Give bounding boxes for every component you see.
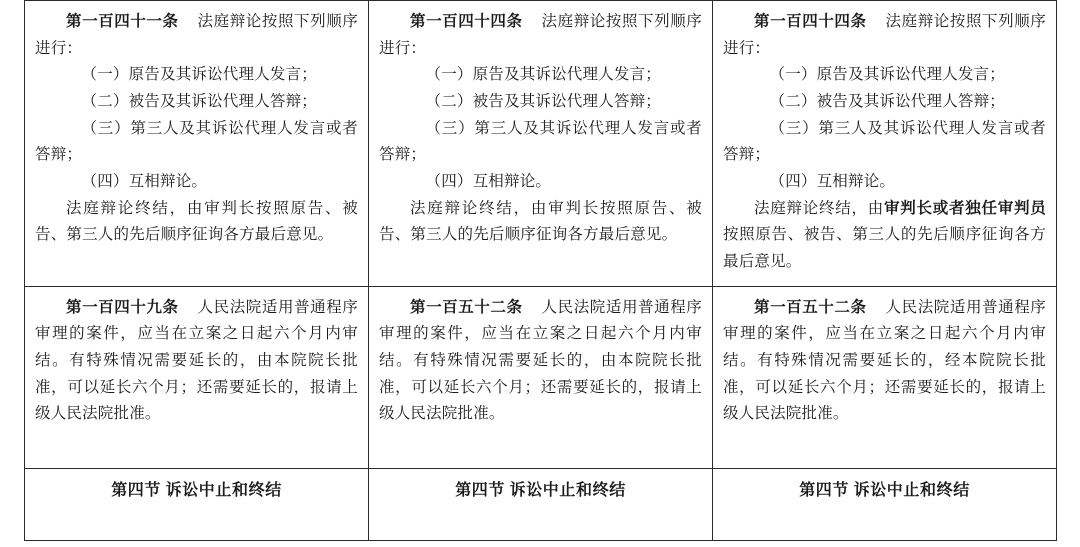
- procedure-article-number-col1: 第一百四十九条: [66, 298, 179, 316]
- article-number-col3: 第一百四十四条: [754, 13, 867, 30]
- article-item-col1-3: （三）第三人及其诉讼代理人发言或者答辩；: [35, 119, 358, 164]
- article-lead-text-col3: 法庭辩论按照下列顺序进行：: [723, 13, 1046, 57]
- table-cell-procedure-col3: [713, 286, 1057, 468]
- table-cell-article-col1: [25, 1, 369, 287]
- article-closing-bold-col3: 审判长或者独任审判员: [884, 199, 1046, 217]
- article-item-col3-3: （三）第三人及其诉讼代理人发言或者答辩；: [723, 119, 1046, 164]
- article-closing-col2: [379, 196, 702, 249]
- procedure-text-col1: 人民法院适用普通程序审理的案件，应当在立案之日起六个月内审结。有特殊情况需要延长的，由本院院长批准，可以延长六个月；还需要延长的，报请上级人民法院批准。: [35, 298, 358, 423]
- article-number-col1: 第一百四十一条: [66, 13, 179, 30]
- table-row-section: [25, 468, 1057, 540]
- article-closing-prefix-col2: 法庭辩论终结，由审判长按照原告、被告、第三人的先后顺序征询各方最后意见。: [379, 199, 702, 244]
- procedure-paragraph-col2: [379, 295, 702, 428]
- section-title-col3: 第四节 诉讼中止和终结: [799, 481, 970, 499]
- table-row-articles: [25, 1, 1057, 287]
- article-item-col2-3: （三）第三人及其诉讼代理人发言或者答辩；: [379, 119, 702, 164]
- table-row-procedure: [25, 286, 1057, 468]
- procedure-paragraph-col3: [723, 295, 1046, 428]
- table-cell-section-col1: [25, 468, 369, 540]
- article-lead-col2: [379, 9, 702, 62]
- procedure-text-col3: 人民法院适用普通程序审理的案件，应当在立案之日起六个月内审结。有特殊情况需要延长的，经本院院长批准，可以延长六个月；还需要延长的，报请上级人民法院批准。: [723, 298, 1046, 423]
- article-item-col3-2: （二）被告及其诉讼代理人答辩；: [769, 92, 1006, 110]
- comparison-table: [24, 0, 1057, 541]
- table-cell-section-col2: [369, 468, 713, 540]
- article-lead-text-col1: 法庭辩论按照下列顺序进行：: [35, 13, 358, 57]
- table-cell-procedure-col2: [369, 286, 713, 468]
- procedure-article-number-col3: 第一百五十二条: [754, 298, 867, 316]
- article-lead-col3: [723, 9, 1046, 62]
- table-cell-article-col2: [369, 1, 713, 287]
- table-cell-procedure-col1: [25, 286, 369, 468]
- article-item-col3-4: （四）互相辩论。: [769, 172, 896, 190]
- article-closing-prefix-col3: 法庭辩论终结，由: [754, 199, 885, 217]
- article-lead-text-col2: 法庭辩论按照下列顺序进行：: [379, 13, 702, 57]
- article-item-col2-2: （二）被告及其诉讼代理人答辩；: [425, 92, 662, 110]
- article-item-col1-1: （一）原告及其诉讼代理人发言；: [81, 66, 318, 84]
- article-item-col2-4: （四）互相辩论。: [425, 172, 552, 190]
- table-cell-article-col3: [713, 1, 1057, 287]
- article-closing-suffix-col3: 按照原告、被告、第三人的先后顺序征询各方最后意见。: [723, 226, 1046, 270]
- article-item-col3-1: （一）原告及其诉讼代理人发言；: [769, 66, 1006, 84]
- article-item-col1-4: （四）互相辩论。: [81, 172, 208, 190]
- section-title-col1: 第四节 诉讼中止和终结: [111, 481, 282, 499]
- article-closing-col3: [723, 196, 1046, 276]
- article-closing-prefix-col1: 法庭辩论终结，由审判长按照原告、被告、第三人的先后顺序征询各方最后意见。: [35, 199, 358, 244]
- article-number-col2: 第一百四十四条: [410, 13, 523, 30]
- article-lead-col1: [35, 9, 358, 62]
- article-item-col2-1: （一）原告及其诉讼代理人发言；: [425, 66, 662, 84]
- procedure-paragraph-col1: [35, 295, 358, 428]
- procedure-text-col2: 人民法院适用普通程序审理的案件，应当在立案之日起六个月内审结。有特殊情况需要延长的，由本院院长批准，可以延长六个月；还需要延长的，报请上级人民法院批准。: [379, 298, 702, 423]
- table-cell-section-col3: [713, 468, 1057, 540]
- article-item-col1-2: （二）被告及其诉讼代理人答辩；: [81, 92, 318, 110]
- article-closing-col1: [35, 196, 358, 249]
- procedure-article-number-col2: 第一百五十二条: [410, 298, 523, 316]
- section-title-col2: 第四节 诉讼中止和终结: [455, 481, 626, 499]
